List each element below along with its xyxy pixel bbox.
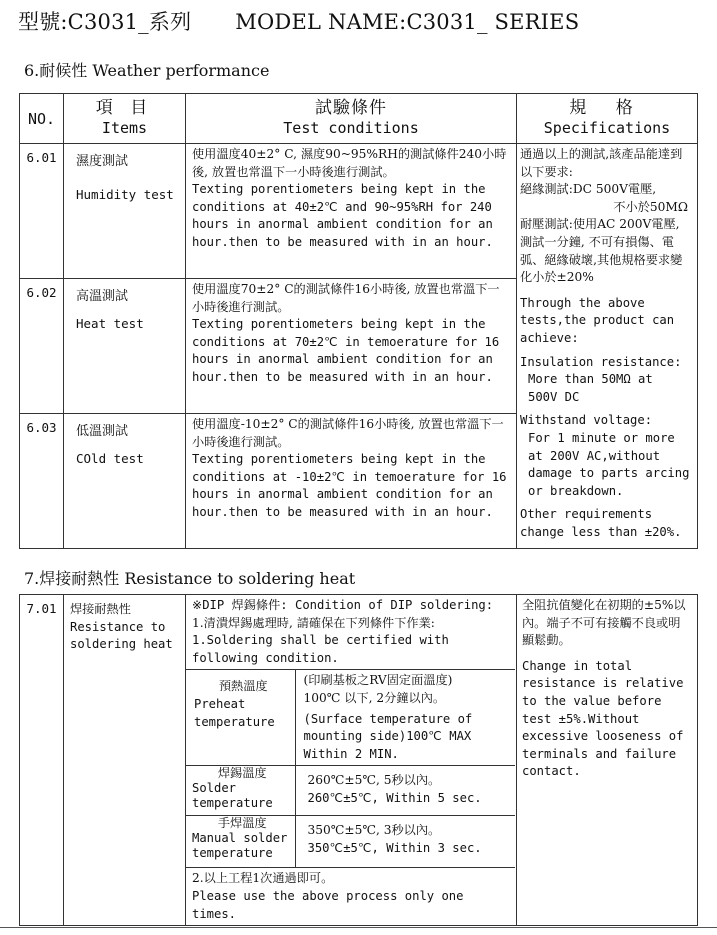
row-item [64,414,186,549]
manual-label [186,816,295,868]
sub-row-manual [186,816,515,868]
preheat-label [186,670,295,766]
col-header-specs-zh: 規 格 [569,98,645,118]
row-conditions [186,595,517,926]
spec-zh-insulation: 絕緣測試:DC 500V電壓, [520,182,657,197]
spec-en-withstand-body: For 1 minute or more at 200V AC,without damage to parts arcing or breakdown. [528,430,690,498]
cond-1-zh: 1.清潰焊錫處理時, 請確保在下列條件下作業: [192,615,435,630]
spec-zh-intro: 通過以上的測試,該產品能達到以下要求: [520,147,683,179]
cond-zh: 使用溫度-10±2° C的測試條件16小時後, 放置也常溫下一小時後進行測試。 [192,417,504,449]
col-header-items-en: Items [101,119,148,137]
table-row [20,144,698,279]
item-zh: 高溫測試 [76,289,129,304]
manual-label-en: Manual solder temperature [192,831,288,861]
cond-2-en: Please use the above process only one times. [192,888,464,921]
solder-sub-table [186,669,515,868]
spec-cell [517,144,698,549]
row-no: 6.02 [20,279,64,414]
cond-1-en: 1.Soldering shall be certified with following condition. [192,633,449,665]
section-title-solder: 7.焊接耐熱性 Resistance to soldering heat [24,569,356,588]
model-name-zh: 型號:C3031_系列 [18,10,192,34]
cond-en: Texting porentiometers being kept in the conditions at -10±2℃ in temoerature for 16 hours in anormal ambient condition for an hour.then to be measured with in an hour. [192,452,507,519]
item-zh: 濕度測試 [76,154,129,169]
row-item [64,279,186,414]
col-header-conditions-zh: 試驗條件 [315,98,387,118]
solder-table [19,594,698,926]
spec-zh-insulation-value: 不小於50MΩ [613,199,688,214]
page-bottom-rule [0,927,717,928]
solder-value-2: 260℃±5℃, Within 5 sec. [307,790,482,805]
spec-en-intro: Through the above tests,the product can achieve: [520,295,675,345]
spec-en-insulation-1: More than 50MΩ at [528,372,653,387]
preheat-label-en: Preheat temperature [194,696,275,729]
cond-en: Texting porentiometers being kept in the conditions at 70±2℃ in temoerature for 16 hours in anormal ambient condition for an hour.then to be measured with in an hour. [192,317,500,384]
table-header-row [20,94,698,144]
solder-label-zh: 焊錫溫度 [217,766,267,781]
model-header [18,6,579,36]
preheat-value-3: (Surface temperature of mounting side)100℃ MAX Within 2 MIN. [303,711,473,761]
spec-cell [517,595,698,926]
col-header-conditions-en: Test conditions [283,119,419,137]
item-en: COld test [76,451,144,466]
sub-row-solder [186,766,515,816]
col-header-no: NO. [20,94,64,144]
solder-label [186,766,295,816]
cond-en: Texting porentiometers being kept in the conditions at 40±2℃ and 90~95%RH for 240 hours in anormal ambient condition for an hour.then to be measured with in an hour. [192,182,493,249]
cond-2-zh: 2.以上工程1次通過即可。 [192,871,334,886]
spec-zh: 全阻抗值變化在初期的±5%以內。端子不可有接觸不良或明顯鬆動。 [522,598,686,648]
row-item [64,595,186,926]
manual-value-2: 350℃±5℃, Within 3 sec. [307,840,482,855]
item-zh: 焊接耐熱性 [70,602,131,616]
cond-zh: 使用溫度70±2° C的測試條件16小時後, 放置也常溫下一小時後進行測試。 [192,282,500,314]
col-header-items-zh: 項 目 [95,98,154,118]
col-header-conditions [186,94,517,144]
row-conditions [186,279,517,414]
col-header-specs-en: Specifications [543,119,671,137]
spec-en-withstand-title: Withstand voltage: [520,413,653,428]
preheat-label-zh: 預熱溫度 [218,679,268,694]
solder-label-en: Solder temperature [192,781,273,811]
manual-value-1: 350℃±5℃, 3秒以內。 [307,823,441,838]
spec-zh-withstand: 耐壓測試:使用AC 200V電壓, 測試一分鐘, 不可有損傷、電弧、絕緣破壞,其他規格要求變化小於±20% [520,217,683,285]
solder-value-1: 260℃±5℃, 5秒以內。 [307,773,441,788]
preheat-values [295,670,515,766]
col-header-items [64,94,186,144]
manual-label-zh: 手焊溫度 [217,816,267,831]
row-no: 6.03 [20,414,64,549]
manual-values [295,816,515,868]
dip-condition-title: ※DIP 焊錫條件: Condition of DIP soldering: [192,598,494,612]
spec-en-insulation-title: Insulation resistance: [520,354,682,369]
preheat-value-2: 100℃ 以下, 2分鐘以內。 [303,690,446,705]
row-no: 7.01 [20,595,64,926]
weather-table [19,93,698,549]
model-name-en: MODEL NAME:C3031_ SERIES [235,10,580,34]
solder-values [295,766,515,816]
item-en: Humidity test [76,187,174,202]
section-title-weather: 6.耐候性 Weather performance [24,61,270,80]
spec-en-other: Other requirements change less than ±20%. [520,507,682,539]
item-zh: 低溫測試 [76,424,129,439]
row-conditions [186,144,517,279]
row-no: 6.01 [20,144,64,279]
preheat-value-1: (印刷基板之RV固定面溫度) [303,673,453,688]
cond-zh: 使用溫度40±2° C, 濕度90~95%RH的測試條件240小時後, 放置也常溫下一小時後進行測試。 [192,147,507,179]
col-header-specs [517,94,698,144]
spec-en: Change in total resistance is relative to the value before test ±5%.Without excessive looseness of terminals and failure contact. [522,658,684,779]
sub-row-preheat [186,670,515,766]
spec-en-insulation-2: 500V DC [528,389,580,404]
table-row [20,595,698,926]
item-en: Resistance to soldering heat [70,619,173,652]
row-item [64,144,186,279]
row-conditions [186,414,517,549]
item-en: Heat test [76,316,144,331]
